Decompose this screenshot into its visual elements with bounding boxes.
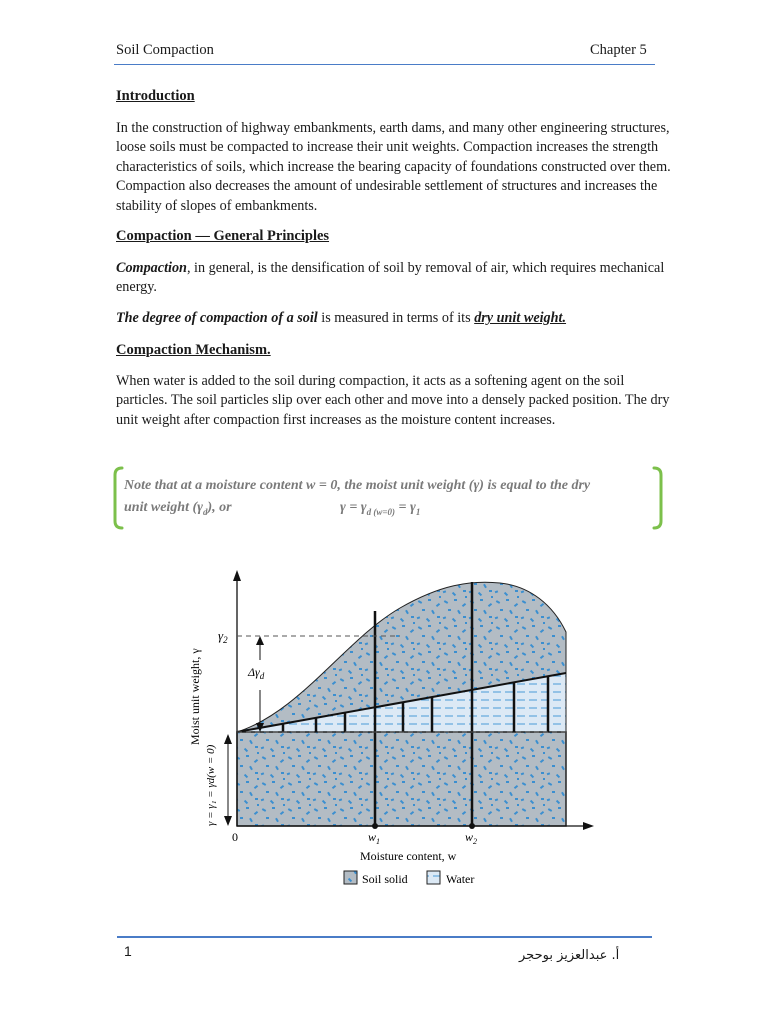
w1-sub: 1 <box>376 837 381 846</box>
y2-label: $\gamma_2$ <box>218 628 228 645</box>
compaction-term: Compaction <box>116 260 187 276</box>
y2-sub: 2 <box>223 635 228 645</box>
intro-paragraph: In the construction of highway embankments, earth dams, and many other engineering structures, loose soils must be compacted to increase their unit weights. Compaction increases the strength characteristics of soils, which increase the bearing capacity of foundations constructed over them. Compaction also decreases the amount of undesirable settlement of structures and increases the stability of slopes of embankments. <box>116 120 671 214</box>
compaction-definition-text: , in general, is the densification of soil by removal of air, which requires mechanical energy. <box>116 260 665 296</box>
note-line-2 <box>124 497 649 523</box>
note-box <box>124 475 649 523</box>
legend-solid-label: Soil solid <box>362 872 408 886</box>
note-equation <box>340 497 420 523</box>
dry-unit-weight-term: dry unit weight. <box>474 310 567 326</box>
note-eq-sub: d (w=0) <box>366 506 396 517</box>
header-title: Soil Compaction <box>116 42 214 58</box>
header-rule <box>114 64 655 65</box>
note-line-1: Note that at a moisture content w = 0, the moist unit weight (γ) is equal to the dry <box>124 478 591 493</box>
note-line-2-text-a: unit weight (γ <box>124 500 203 515</box>
page-number: 1 <box>124 943 132 959</box>
legend-water-label: Water <box>446 872 475 886</box>
intro-heading: Introduction <box>116 88 195 104</box>
delta-gamma-label: $\Delta\gamma_d$ <box>248 665 265 681</box>
principles-heading: Compaction — General Principles <box>116 228 330 244</box>
footer-author: أ. عبدالعزيز بوحجر <box>519 948 620 963</box>
note-left-bracket <box>112 466 124 530</box>
header-chapter: Chapter 5 <box>590 42 647 58</box>
note-line-2-sub: d <box>202 506 208 517</box>
degree-term: The degree of compaction of a soil <box>116 310 318 326</box>
y-base-label: γ = γ₁ = γd(w = 0) <box>205 744 217 826</box>
w1-label: $w_1$ <box>368 830 381 846</box>
note-eq-b: = γ <box>395 500 416 515</box>
note-eq-a: γ = γ <box>340 500 367 515</box>
compaction-definition <box>116 259 676 298</box>
origin-label: 0 <box>232 830 238 844</box>
legend-water-swatch <box>427 871 440 884</box>
bottom-solid-region <box>237 732 566 826</box>
mechanism-heading: Compaction Mechanism. <box>116 342 271 358</box>
compaction-figure <box>180 565 600 895</box>
degree-text: is measured in terms of its <box>317 310 475 326</box>
footer-rule <box>117 936 652 938</box>
note-line-2-text-b: ), or <box>207 500 232 515</box>
legend-solid-swatch <box>344 871 357 884</box>
degree-statement <box>116 309 676 328</box>
note-eq-sub2: 1 <box>415 506 421 517</box>
note-right-bracket <box>652 466 664 530</box>
delta-gamma-sub: d <box>259 671 265 681</box>
mechanism-paragraph: When water is added to the soil during compaction, it acts as a softening agent on the soil particles. The soil particles slip over each other and move into a densely packed position. The dry unit weight after compaction first increases as the moisture content increases. <box>116 373 670 428</box>
y-axis-label: Moist unit weight, γ <box>188 648 202 745</box>
x-axis-label: Moisture content, w <box>360 849 457 863</box>
w2-sub: 2 <box>473 837 478 846</box>
w2-label: $w_2$ <box>465 830 478 846</box>
